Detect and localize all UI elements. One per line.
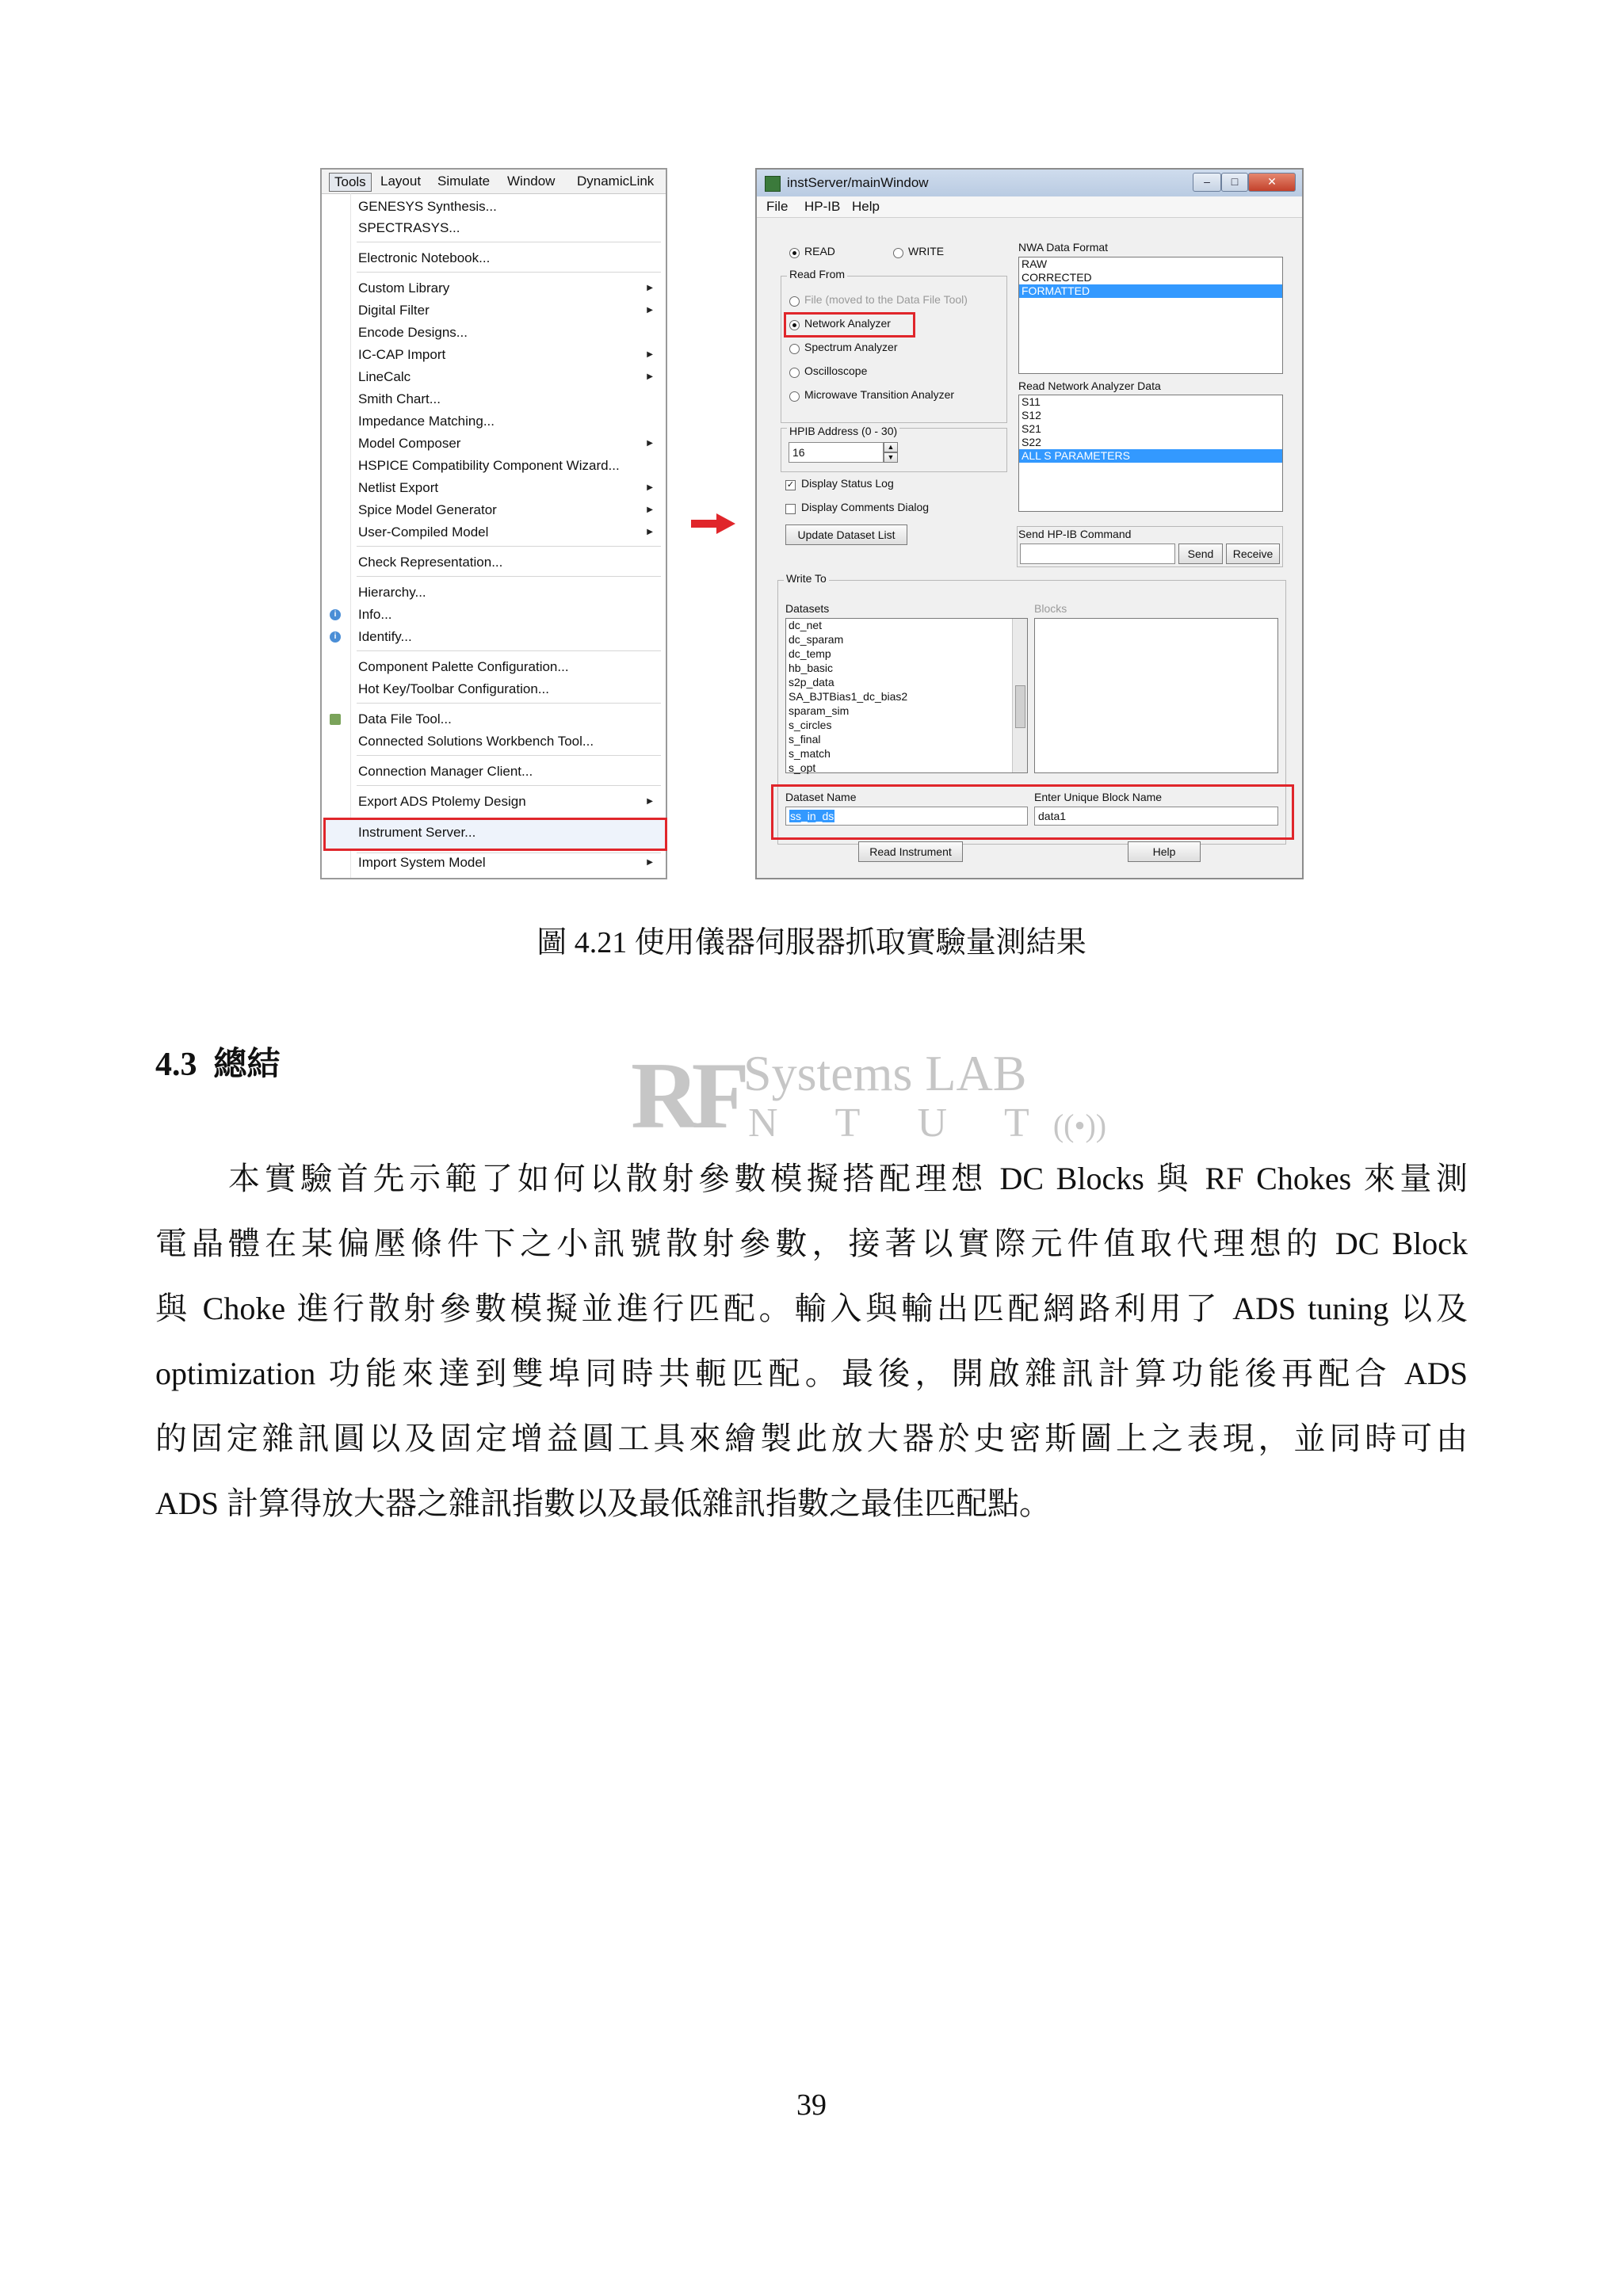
list-item[interactable]: hb_basic <box>789 662 834 674</box>
list-item[interactable]: dc_sparam <box>789 633 844 646</box>
list-item[interactable]: dc_net <box>789 619 823 631</box>
menu-item-component-palette[interactable] <box>322 657 666 677</box>
watermark-systems-lab: Systems LAB <box>743 1045 1027 1101</box>
menu-item-label: Encode Designs... <box>358 325 468 340</box>
update-dataset-list-button[interactable]: Update Dataset List <box>785 524 907 545</box>
menu-item-connection-manager[interactable] <box>322 761 666 782</box>
submenu-arrow-icon: ▶ <box>647 372 653 381</box>
menu-item-ic-cap-import[interactable] <box>322 345 666 365</box>
menu-item-model-composer[interactable] <box>322 433 666 454</box>
submenu-arrow-icon: ▶ <box>647 858 653 867</box>
menu-item-genesys[interactable] <box>322 196 666 217</box>
list-item[interactable]: S11 <box>1022 395 1041 408</box>
send-cmd-title: Send HP-IB Command <box>1018 528 1132 540</box>
submenu-arrow-icon: ▶ <box>647 528 653 536</box>
menubar-tools[interactable]: Tools <box>329 173 372 192</box>
wireless-signal-icon: ((•)) <box>1052 1108 1107 1143</box>
data-file-tool-icon <box>330 714 341 725</box>
display-status-log-checkbox[interactable]: ✓ <box>786 480 795 490</box>
menu-item-spectrasys[interactable] <box>322 218 666 238</box>
menu-item-data-file-tool[interactable] <box>322 709 666 730</box>
datasets-list[interactable] <box>785 618 1028 773</box>
menu-separator <box>357 650 661 651</box>
read-nwa-list[interactable] <box>1018 395 1283 512</box>
maximize-icon[interactable]: □ <box>1221 173 1248 192</box>
close-icon[interactable]: ✕ <box>1248 173 1296 192</box>
menu-item-hierarchy[interactable] <box>322 582 666 603</box>
paragraph-line: 本實驗首先示範了如何以散射參數模擬搭配理想 DC Blocks 與 RF Chokes 來量測 <box>228 1161 1468 1196</box>
nwa-format-title: NWA Data Format <box>1018 241 1109 254</box>
receive-button[interactable]: Receive <box>1226 543 1280 564</box>
menu-item-label: Smith Chart... <box>358 391 441 406</box>
paragraph-line: optimization 功能來達到雙埠同時共軛匹配。最後，開啟雜訊計算功能後再配合 ADS <box>155 1356 1468 1391</box>
menu-item-label: Instrument Server... <box>358 825 476 840</box>
section-number: 4.3 <box>155 1047 197 1083</box>
oscilloscope-radio[interactable] <box>789 368 800 378</box>
spin-down-icon[interactable]: ▼ <box>884 452 898 463</box>
spectrum-analyzer-label: Spectrum Analyzer <box>804 341 898 353</box>
menu-item-label: Spice Model Generator <box>358 502 497 517</box>
menu-item-label: LineCalc <box>358 369 411 384</box>
inst-server-window <box>755 168 1304 879</box>
tools-menu-screenshot <box>320 168 667 879</box>
menu-separator <box>357 272 661 273</box>
info-icon: i <box>330 609 341 620</box>
menu-item-info[interactable] <box>322 605 666 625</box>
oscilloscope-label: Oscilloscope <box>804 364 868 377</box>
menu-item-label: Electronic Notebook... <box>358 250 491 265</box>
submenu-arrow-icon: ▶ <box>647 350 653 359</box>
list-item[interactable]: s_match <box>789 747 831 760</box>
menu-separator <box>357 703 661 704</box>
watermark-ntut <box>748 1101 1106 1148</box>
submenu-arrow-icon: ▶ <box>647 439 653 448</box>
list-item[interactable]: S21 <box>1022 422 1041 435</box>
read-instrument-button[interactable]: Read Instrument <box>858 841 963 862</box>
menu-item-label: Import System Model <box>358 855 486 870</box>
menu-item-workbench-tool[interactable] <box>322 731 666 752</box>
list-item-selected[interactable]: ALL S PARAMETERS <box>1019 449 1282 463</box>
menubar-simulate[interactable]: Simulate <box>437 174 491 189</box>
nwa-format-list[interactable] <box>1018 257 1283 374</box>
file-radio[interactable] <box>789 296 800 307</box>
paragraph-line: 電晶體在某偏壓條件下之小訊號散射參數，接著以實際元件值取代理想的 DC Block <box>155 1226 1468 1261</box>
send-button[interactable]: Send <box>1178 543 1223 564</box>
menu-item-label: SPECTRASYS... <box>358 220 460 235</box>
write-radio[interactable] <box>893 248 903 258</box>
list-item[interactable]: s2p_data <box>789 676 834 688</box>
menu-item-linecalc[interactable] <box>322 367 666 387</box>
menu-item-hspice-wizard[interactable] <box>322 456 666 476</box>
submenu-arrow-icon: ▶ <box>647 306 653 315</box>
menu-item-label: Connection Manager Client... <box>358 764 533 779</box>
menu-item-label: Digital Filter <box>358 303 430 318</box>
summary-paragraph <box>155 1146 1468 1536</box>
menu-separator <box>357 785 661 786</box>
menu-item-label: GENESYS Synthesis... <box>358 199 497 214</box>
menu-item-label: HSPICE Compatibility Component Wizard... <box>358 458 620 473</box>
dataset-name-input[interactable] <box>785 807 1028 826</box>
submenu-arrow-icon: ▶ <box>647 483 653 492</box>
menu-item-label: Identify... <box>358 629 412 644</box>
window-titlebar <box>757 170 1302 197</box>
menu-item-netlist-export[interactable] <box>322 478 666 498</box>
menu-item-digital-filter[interactable] <box>322 300 666 321</box>
menu-item-identify[interactable] <box>322 627 666 647</box>
menu-item-label: IC-CAP Import <box>358 347 446 362</box>
menu-item-label: Component Palette Configuration... <box>358 659 569 674</box>
paragraph-line: 與 Choke 進行散射參數模擬並進行匹配。輸入與輸出匹配網路利用了 ADS tuning 以及 <box>155 1291 1468 1326</box>
menubar-dynamiclink[interactable]: DynamicLink <box>577 174 655 189</box>
window-menubar <box>757 196 1302 218</box>
menu-item-label: Data File Tool... <box>358 711 452 727</box>
menu-separator <box>357 576 661 577</box>
minimize-icon[interactable]: – <box>1193 173 1221 192</box>
menu-item-hotkey-toolbar[interactable] <box>322 679 666 700</box>
dataset-name-value: ss_in_ds <box>790 810 834 822</box>
list-item[interactable]: sparam_sim <box>789 704 850 717</box>
menu-item-impedance-matching[interactable] <box>322 411 666 432</box>
section-heading <box>155 1038 281 1085</box>
read-label: READ <box>804 245 835 257</box>
blocks-title: Blocks <box>1034 602 1067 615</box>
list-item[interactable]: S22 <box>1022 436 1041 448</box>
menu-item-label: Netlist Export <box>358 480 439 495</box>
scrollbar-thumb[interactable] <box>1015 685 1025 728</box>
help-button[interactable]: Help <box>1128 841 1201 862</box>
write-label: WRITE <box>908 245 945 257</box>
page-number: 39 <box>796 2088 827 2122</box>
menu-separator <box>357 546 661 547</box>
watermark-rf: RF <box>631 1043 742 1148</box>
display-status-log-label: Display Status Log <box>801 477 894 490</box>
submenu-arrow-icon: ▶ <box>647 284 653 292</box>
section-title-text: 總結 <box>213 1047 281 1083</box>
paragraph-line: 的固定雜訊圓以及固定增益圓工具來繪製此放大器於史密斯圖上之表現，並同時可由 <box>155 1421 1468 1456</box>
menu-item-electronic-notebook[interactable] <box>322 248 666 269</box>
block-name-title: Enter Unique Block Name <box>1034 791 1163 803</box>
menu-item-label: Check Representation... <box>358 555 503 570</box>
menu-item-custom-library[interactable] <box>322 278 666 299</box>
list-item[interactable]: s_opt <box>789 761 816 774</box>
menu-item-label: Info... <box>358 607 392 622</box>
hpib-address-input[interactable]: 16 <box>789 442 884 463</box>
menu-item-label: Export ADS Ptolemy Design <box>358 794 526 809</box>
menu-item-label: Model Composer <box>358 436 461 451</box>
file-option-label: File (moved to the Data File Tool) <box>804 293 968 306</box>
list-item[interactable]: RAW <box>1022 257 1048 270</box>
watermark-ntut-text: N T U T <box>748 1100 1053 1146</box>
spin-up-icon[interactable]: ▲ <box>884 442 898 452</box>
submenu-arrow-icon: ▶ <box>647 505 653 514</box>
list-item-selected[interactable]: FORMATTED <box>1019 284 1282 298</box>
menu-file[interactable]: File <box>766 199 789 214</box>
hpib-address-title: HPIB Address (0 - 30) <box>787 425 899 437</box>
rf-systems-lab-watermark <box>631 1043 1107 1148</box>
menu-item-label: Connected Solutions Workbench Tool... <box>358 734 594 749</box>
display-comments-checkbox[interactable] <box>785 504 796 514</box>
ads-menubar <box>322 170 666 194</box>
menu-separator <box>357 755 661 756</box>
identify-icon: i <box>330 631 341 643</box>
list-item[interactable]: S12 <box>1022 409 1041 421</box>
network-analyzer-label: Network Analyzer <box>804 317 891 330</box>
mta-radio[interactable] <box>789 391 800 402</box>
window-title: instServer/mainWindow <box>787 175 929 190</box>
display-comments-label: Display Comments Dialog <box>801 501 930 513</box>
menu-item-export-ptolemy[interactable] <box>322 791 666 812</box>
submenu-arrow-icon: ▶ <box>647 797 653 806</box>
menu-item-label: Impedance Matching... <box>358 414 495 429</box>
mta-label: Microwave Transition Analyzer <box>804 388 955 401</box>
menu-item-spice-model-generator[interactable] <box>322 500 666 521</box>
write-to-title: Write To <box>784 572 829 585</box>
spectrum-analyzer-radio[interactable] <box>789 344 800 354</box>
list-item[interactable]: s_final <box>789 733 821 746</box>
list-item[interactable]: s_circles <box>789 719 832 731</box>
datasets-title: Datasets <box>785 602 830 615</box>
menu-item-label: Hot Key/Toolbar Configuration... <box>358 681 549 696</box>
menu-item-import-system-model[interactable] <box>322 852 666 873</box>
right-arrow-icon <box>691 513 735 534</box>
menu-item-check-representation[interactable] <box>322 552 666 573</box>
menu-item-instrument-server[interactable] <box>322 822 666 843</box>
menu-hpib[interactable]: HP-IB <box>804 199 841 214</box>
list-item[interactable]: SA_BJTBias1_dc_bias2 <box>789 690 908 703</box>
read-nwa-title: Read Network Analyzer Data <box>1018 379 1161 392</box>
read-from-title: Read From <box>787 268 847 280</box>
menu-item-encode-designs[interactable] <box>322 322 666 343</box>
list-item[interactable]: CORRECTED <box>1022 271 1092 284</box>
menu-item-label: User-Compiled Model <box>358 524 489 540</box>
app-icon <box>765 176 781 192</box>
dataset-name-title: Dataset Name <box>785 791 857 803</box>
send-cmd-input[interactable] <box>1020 543 1175 564</box>
menubar-layout[interactable]: Layout <box>380 174 422 189</box>
menu-item-label: Custom Library <box>358 280 450 296</box>
blocks-list[interactable] <box>1034 618 1278 773</box>
list-item[interactable]: dc_temp <box>789 647 831 660</box>
figure-caption: 圖 4.21 使用儀器伺服器抓取實驗量測結果 <box>537 926 1086 959</box>
menu-item-smith-chart[interactable] <box>322 389 666 410</box>
read-radio[interactable] <box>789 248 800 258</box>
datasets-scrollbar[interactable] <box>1012 619 1027 772</box>
network-analyzer-highlight <box>784 312 915 338</box>
menu-item-label: Hierarchy... <box>358 585 426 600</box>
menubar-window[interactable]: Window <box>507 174 556 189</box>
paragraph-line: ADS 計算得放大器之雜訊指數以及最低雜訊指數之最佳匹配點。 <box>155 1486 1052 1521</box>
menu-item-user-compiled-model[interactable] <box>322 522 666 543</box>
menu-help[interactable]: Help <box>852 199 880 214</box>
block-name-input[interactable]: data1 <box>1034 807 1278 826</box>
